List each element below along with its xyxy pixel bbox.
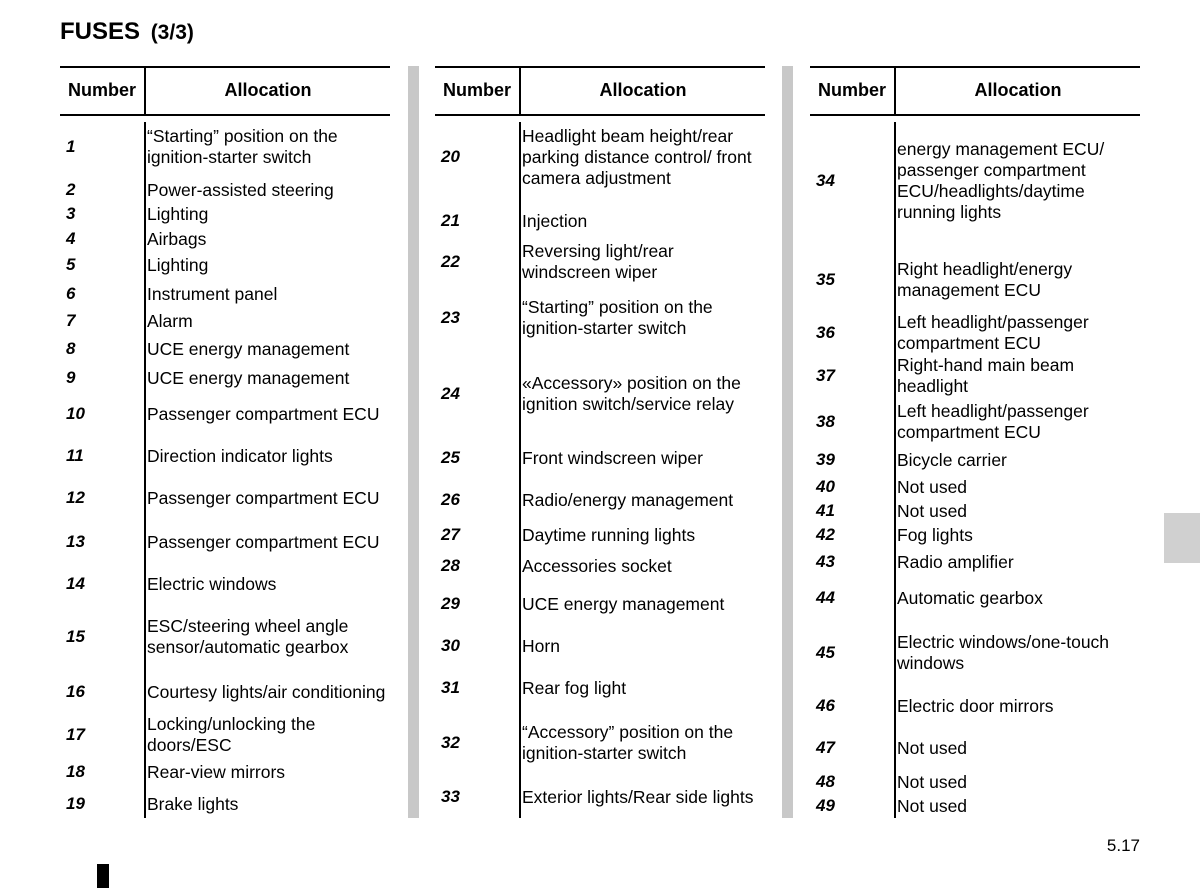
fuse-number: 45 <box>816 643 835 662</box>
fuse-allocation: Passenger compartment ECU <box>147 487 380 508</box>
fuse-allocation: Rear fog light <box>522 677 627 698</box>
fuse-allocation: Right-hand main beam headlight <box>897 355 1075 396</box>
fuse-number: 10 <box>66 404 85 423</box>
fuse-number: 22 <box>441 252 460 271</box>
fuse-allocation: Left headlight/passenger compartment ECU <box>897 312 1089 353</box>
fuse-number: 42 <box>816 525 835 544</box>
table-header-rule <box>435 114 765 116</box>
fuse-allocation: Exterior lights/Rear side lights <box>522 786 754 807</box>
fuse-allocation: Radio amplifier <box>897 551 1014 572</box>
fuse-allocation: Electric windows/one-touch windows <box>897 632 1110 673</box>
header-number: Number <box>442 80 511 100</box>
title-text: FUSES <box>60 18 141 45</box>
fuse-number: 38 <box>816 412 835 431</box>
fuse-number: 7 <box>66 311 76 330</box>
fuse-number: 41 <box>816 501 835 520</box>
fuse-allocation: Accessories socket <box>522 555 672 576</box>
fuse-number: 17 <box>66 725 85 744</box>
fuse-allocation: UCE energy management <box>522 593 725 614</box>
fuse-allocation: Passenger compartment ECU <box>147 403 380 424</box>
title-subtitle: (3/3) <box>150 21 194 44</box>
fuse-number: 4 <box>66 229 76 248</box>
fuse-number: 39 <box>816 450 835 469</box>
fuse-number: 18 <box>66 762 85 781</box>
fuse-number: 46 <box>816 696 835 715</box>
fuse-allocation: Automatic gearbox <box>897 587 1043 608</box>
fuse-number: 28 <box>441 556 460 575</box>
fuse-number: 8 <box>66 339 76 358</box>
column-separator <box>408 66 419 818</box>
fuse-number: 40 <box>816 477 835 496</box>
fuse-allocation: Courtesy lights/air conditioning <box>147 681 386 702</box>
fuse-allocation: Brake lights <box>147 793 239 814</box>
fuse-number: 5 <box>66 255 76 274</box>
header-allocation: Allocation <box>224 80 312 100</box>
fuse-allocation: Airbags <box>147 228 207 249</box>
fuse-allocation: Left headlight/passenger compartment ECU <box>897 401 1089 442</box>
fuse-allocation: “Starting” position on the ignition-starter switch <box>522 297 713 338</box>
fuse-number: 30 <box>441 636 460 655</box>
fuse-number: 49 <box>816 796 835 815</box>
fuse-number: 31 <box>441 678 460 697</box>
header-number: Number <box>817 80 886 100</box>
fuse-allocation: Instrument panel <box>147 283 278 304</box>
corner-mark <box>97 864 109 888</box>
column-separator <box>782 66 793 818</box>
fuse-number: 21 <box>441 211 460 230</box>
fuse-number: 11 <box>66 446 84 465</box>
page-number: 5.17 <box>1106 836 1140 855</box>
fuse-allocation: energy management ECU/ passenger compartment ECU/headlights/daytime running lights <box>897 139 1105 222</box>
fuse-allocation: Radio/energy management <box>522 489 734 510</box>
fuse-number: 13 <box>66 532 85 551</box>
fuse-allocation: Not used <box>897 795 968 816</box>
fuse-number: 48 <box>816 772 835 791</box>
fuse-number: 27 <box>441 525 460 544</box>
fuse-allocation: Direction indicator lights <box>147 445 333 466</box>
fuse-allocation: Horn <box>522 635 560 656</box>
table-row <box>435 757 767 837</box>
fuse-table-3 <box>810 66 1142 818</box>
fuse-allocation: Front windscreen wiper <box>522 447 703 468</box>
fuse-number: 6 <box>66 284 76 303</box>
fuse-number: 25 <box>441 448 460 467</box>
fuse-number: 26 <box>441 490 460 509</box>
fuse-number: 3 <box>66 204 76 223</box>
fuse-number: 20 <box>441 147 460 166</box>
fuse-allocation: «Accessory» position on the ignition switch/service relay <box>522 373 741 414</box>
fuse-number: 15 <box>66 627 85 646</box>
fuse-number: 24 <box>441 384 460 403</box>
fuse-allocation: UCE energy management <box>147 338 350 359</box>
table-row <box>60 761 392 844</box>
table-row <box>810 766 1142 846</box>
fuse-allocation: Injection <box>522 210 588 231</box>
header-allocation: Allocation <box>599 80 687 100</box>
fuse-number: 32 <box>441 733 460 752</box>
fuse-allocation: Not used <box>897 500 968 521</box>
fuse-allocation: Power-assisted steering <box>147 179 334 200</box>
fuse-allocation: Fog lights <box>897 524 973 545</box>
fuse-number: 44 <box>816 588 835 607</box>
fuse-allocation: Daytime running lights <box>522 524 696 545</box>
table-row <box>810 141 1142 221</box>
fuse-allocation: Electric door mirrors <box>897 695 1054 716</box>
fuse-allocation: Locking/unlocking the doors/ESC <box>147 714 316 755</box>
fuse-number: 37 <box>816 366 835 385</box>
section-tab <box>1164 513 1200 563</box>
fuse-allocation: Lighting <box>147 254 209 275</box>
fuse-allocation: UCE energy management <box>147 367 350 388</box>
fuse-number: 29 <box>441 594 460 613</box>
fuse-number: 12 <box>66 488 85 507</box>
fuse-allocation: ESC/steering wheel angle sensor/automatic gearbox <box>147 616 349 657</box>
fuse-number: 23 <box>441 308 460 327</box>
fuse-allocation: Headlight beam height/rear parking distance control/ front camera adjustment <box>522 125 752 188</box>
fuse-allocation: Electric windows <box>147 573 277 594</box>
fuse-allocation: Rear-view mirrors <box>147 761 286 782</box>
fuse-number: 35 <box>816 270 835 289</box>
fuse-allocation: Reversing light/rear windscreen wiper <box>522 241 674 282</box>
fuse-allocation: Not used <box>897 737 968 758</box>
table-row <box>435 278 767 358</box>
header-allocation: Allocation <box>974 80 1062 100</box>
fuse-allocation: Passenger compartment ECU <box>147 531 380 552</box>
fuse-number: 36 <box>816 323 835 342</box>
fuse-number: 16 <box>66 682 85 701</box>
fuse-allocation: Not used <box>897 476 968 497</box>
table-top-rule <box>60 66 390 68</box>
fuse-allocation: Not used <box>897 771 968 792</box>
fuse-number: 47 <box>816 738 835 757</box>
fuse-number: 1 <box>66 137 76 156</box>
table-top-rule <box>435 66 765 68</box>
fuse-number: 9 <box>66 368 76 387</box>
fuse-number: 14 <box>66 574 85 593</box>
header-number: Number <box>67 80 136 100</box>
fuse-allocation: Lighting <box>147 203 209 224</box>
fuse-allocation: Bicycle carrier <box>897 449 1007 470</box>
fuse-allocation: Alarm <box>147 310 193 331</box>
fuse-number: 33 <box>441 787 460 806</box>
page-title <box>60 18 194 46</box>
table-top-rule <box>810 66 1140 68</box>
fuse-allocation: “Accessory” position on the ignition-starter switch <box>522 722 734 763</box>
table-header-rule <box>810 114 1140 116</box>
fuse-number: 34 <box>816 171 835 190</box>
fuse-table-1 <box>60 66 392 818</box>
fuse-number: 43 <box>816 552 835 571</box>
fuse-allocation: “Starting” position on the ignition-starter switch <box>147 126 338 167</box>
fuse-number: 19 <box>66 794 85 813</box>
fuse-allocation: Right headlight/energy management ECU <box>897 259 1073 300</box>
fuse-table-2 <box>435 66 767 818</box>
fuse-number: 2 <box>66 180 76 199</box>
